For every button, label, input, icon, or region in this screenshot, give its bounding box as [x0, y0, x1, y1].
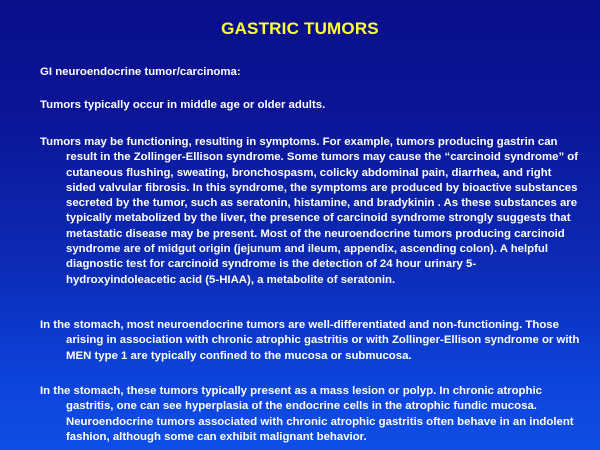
paragraph-age: Tumors typically occur in middle age or older adults. [40, 99, 326, 111]
paragraph-stomach-presentation: In the stomach, these tumors typically present as a mass lesion or polyp. In chronic atrophic gastritis, one can see hyperplasia of the endocrine cells in the atrophic fundic mucosa. Neuroendocrine tumors associated with chronic atrophic gastritis often behave in an indolent fashion, although some can exhibit malignant behavior. [40, 385, 574, 443]
paragraph-functioning-tumors: Tumors may be functioning, resulting in symptoms. For example, tumors producing gastrin can result in the Zollinger-Ellison syndrome. Some tumors may cause the “carcinoid syndrome” of cutaneous flushing, sweating, bronchospasm, colicky abdominal pain, diarrhea, and right sided valvular fibrosis. In this syndrome, the symptoms are produced by bioactive substances secreted by the tumor, such as seratonin, histamine, and bradykinin . As these substances are typically metabolized by the liver, the presence of carcinoid syndrome strongly suggests that metastatic disease may be present. Most of the neuroendocrine tumors producing carcinoid syndrome are of midgut origin (jejunum and ileum, appendix, ascending colon). A helpful diagnostic test for carcinoid syndrome is the detection of 24 hour urinary 5-hydroxyindoleacetic acid (5-HIAA), a metabolite of seratonin. [40, 136, 579, 286]
slide-title: GASTRIC TUMORS [221, 19, 379, 38]
paragraph-subheading: GI neuroendocrine tumor/carcinoma: [40, 66, 241, 78]
paragraph-stomach-differentiation: In the stomach, most neuroendocrine tumors are well-differentiated and non-functioning. Those arising in association with chronic atrophic gastritis or with Zollinger-Ellison syndrome or with MEN type 1 are typically confined to the mucosa or submucosa. [40, 319, 580, 362]
